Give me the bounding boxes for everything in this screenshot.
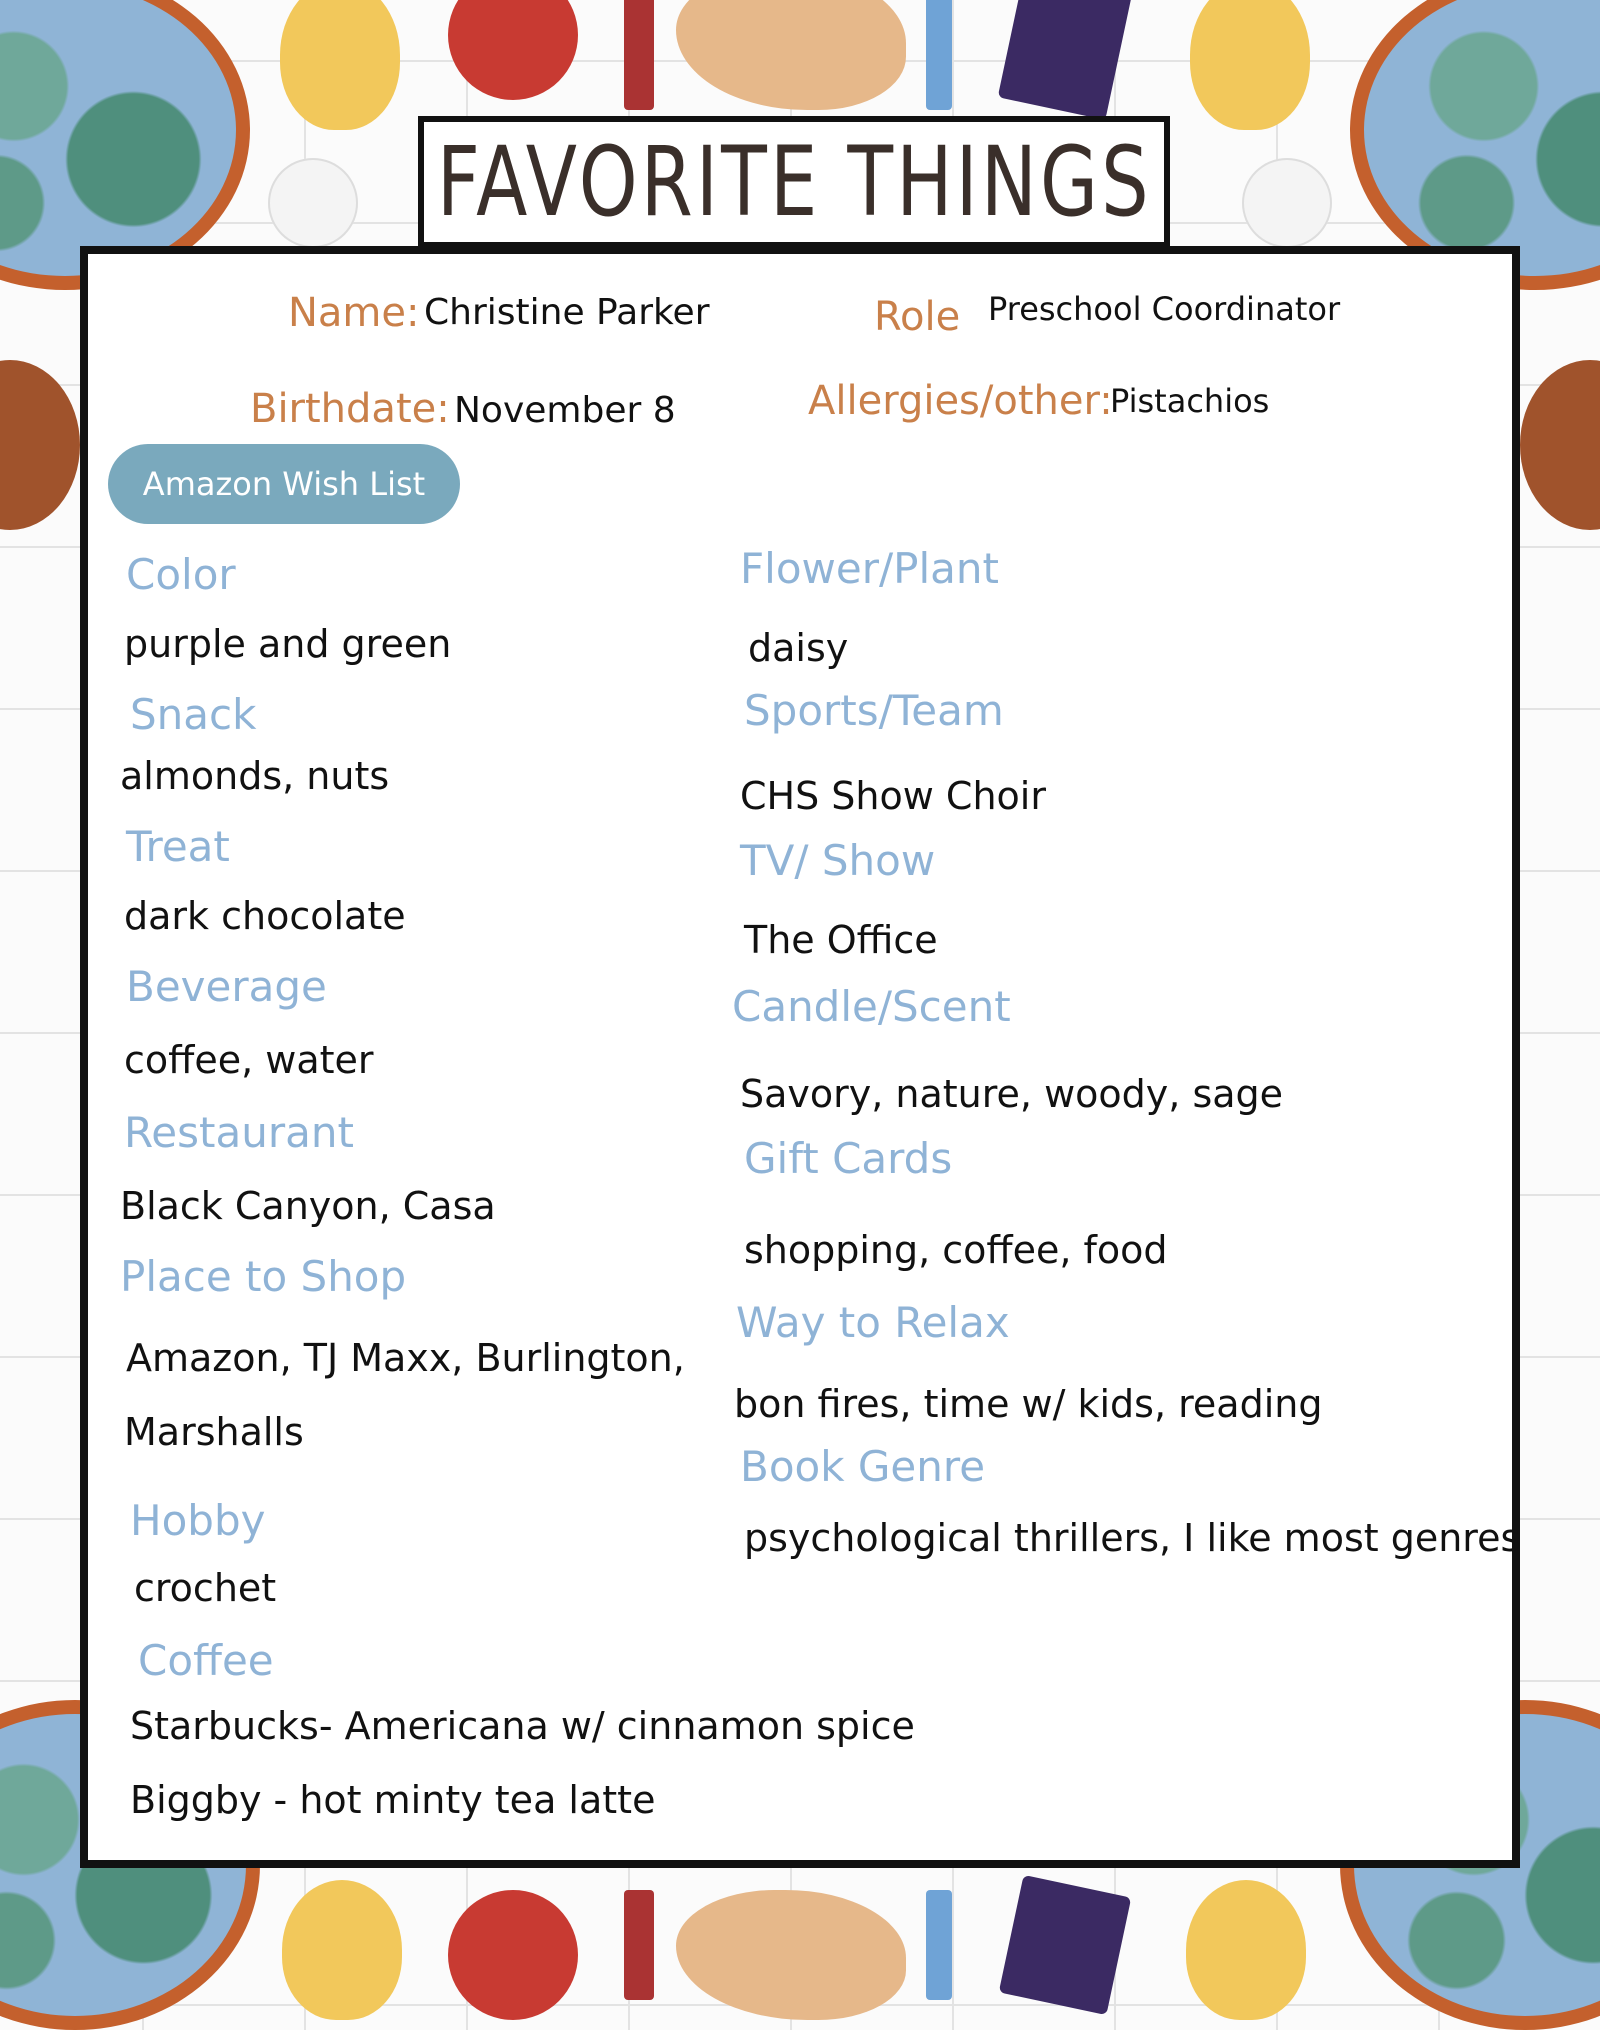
category-label: Coffee	[138, 1636, 274, 1685]
category-label: Gift Cards	[744, 1134, 953, 1183]
name-label: Name:	[288, 290, 420, 336]
category-label: Restaurant	[124, 1108, 354, 1157]
category-answer: purple and green	[124, 622, 452, 666]
title-banner	[418, 116, 1170, 248]
category-label: Place to Shop	[120, 1252, 407, 1301]
football-illustration	[1520, 360, 1600, 530]
category-answer: crochet	[134, 1566, 277, 1610]
category-answer: CHS Show Choir	[740, 774, 1046, 818]
category-answer: daisy	[748, 626, 849, 670]
category-label: Flower/Plant	[740, 544, 999, 593]
pencil-illustration	[624, 0, 654, 110]
role-label: Role	[874, 294, 961, 340]
role-value: Preschool Coordinator	[988, 290, 1341, 328]
category-answer: Starbucks- Americana w/ cinnamon spice	[130, 1704, 915, 1748]
category-label: Sports/Team	[744, 686, 1004, 735]
apple-illustration	[448, 1890, 578, 2020]
favorites-card	[80, 246, 1520, 1868]
palette-illustration	[676, 1890, 906, 2020]
category-answer: coffee, water	[124, 1038, 374, 1082]
amazon-wish-list-button[interactable]: Amazon Wish List	[108, 444, 460, 524]
lightbulb-illustration	[1186, 1880, 1306, 2020]
football-illustration	[0, 360, 80, 530]
apple-illustration	[448, 0, 578, 100]
baseball-illustration	[268, 158, 358, 248]
calculator-illustration	[998, 0, 1133, 120]
category-answer: bon fires, time w/ kids, reading	[734, 1382, 1323, 1426]
name-value: Christine Parker	[424, 292, 710, 333]
birthdate-value: November 8	[454, 390, 676, 431]
category-answer-line2: Marshalls	[124, 1410, 304, 1454]
category-label: Treat	[126, 822, 230, 871]
category-label: TV/ Show	[740, 836, 936, 885]
category-answer: shopping, coffee, food	[744, 1228, 1168, 1272]
calculator-illustration	[999, 1875, 1132, 2015]
category-answer: psychological thrillers, I like most genres	[744, 1516, 1521, 1560]
allergies-value: Pistachios	[1110, 382, 1270, 420]
palette-illustration	[676, 0, 906, 110]
category-label: Color	[126, 550, 236, 599]
pencil-illustration	[926, 1890, 952, 2000]
category-label: Book Genre	[740, 1442, 986, 1491]
lightbulb-illustration	[1190, 0, 1310, 130]
category-label: Beverage	[126, 962, 327, 1011]
category-label: Hobby	[130, 1496, 266, 1545]
birthdate-label: Birthdate:	[250, 386, 450, 432]
category-label: Way to Relax	[736, 1298, 1010, 1347]
lightbulb-illustration	[282, 1880, 402, 2020]
lightbulb-illustration	[280, 0, 400, 130]
category-label: Candle/Scent	[732, 982, 1011, 1031]
allergies-label: Allergies/other:	[808, 378, 1113, 424]
page-title: FAVORITE THINGS	[436, 126, 1152, 238]
baseball-illustration	[1242, 158, 1332, 248]
category-answer: dark chocolate	[124, 894, 406, 938]
category-answer: almonds, nuts	[120, 754, 390, 798]
pencil-illustration	[926, 0, 952, 110]
category-answer: Amazon, TJ Maxx, Burlington,	[126, 1336, 685, 1380]
category-label: Snack	[130, 690, 257, 739]
pencil-illustration	[624, 1890, 654, 2000]
category-answer: Savory, nature, woody, sage	[740, 1072, 1284, 1116]
category-answer: Black Canyon, Casa	[120, 1184, 496, 1228]
category-answer: The Office	[744, 918, 938, 962]
category-answer-line2: Biggby - hot minty tea latte	[130, 1778, 656, 1822]
